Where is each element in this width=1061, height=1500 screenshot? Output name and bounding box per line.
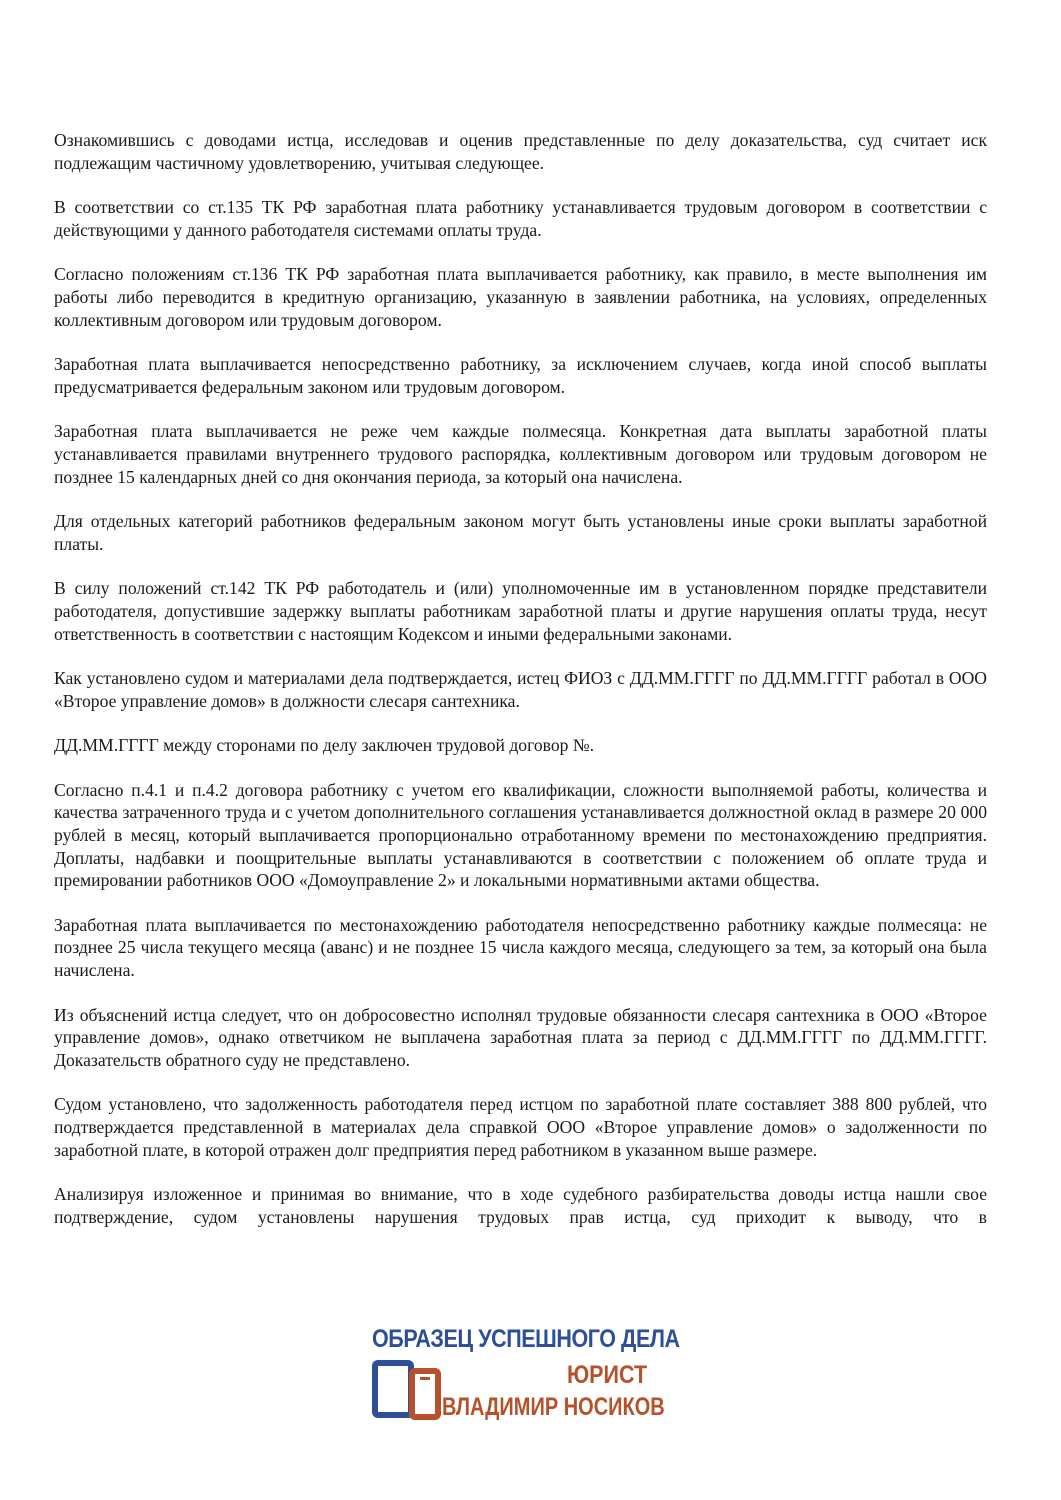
paragraph: Для отдельных категорий работников федеральным законом могут быть установлены иные сроки выплаты заработной платы.	[54, 511, 987, 554]
watermark-logo	[372, 1325, 692, 1430]
paragraph: В силу положений ст.142 ТК РФ работодатель и (или) уполномоченные им в установленном порядке представители работодателя, допустившие задержку выплаты работникам заработной платы и другие нарушения оплаты труда, несут ответственность в соответствии с настоящим Кодексом и иными федеральными законами.	[54, 578, 987, 644]
document-body	[54, 129, 987, 1228]
logo-role: ЮРИСТ	[567, 1361, 648, 1389]
logo-title: ОБРАЗЕЦ УСПЕШНОГО ДЕЛА	[372, 1325, 680, 1353]
paragraph: Согласно п.4.1 и п.4.2 договора работнику с учетом его квалификации, сложности выполняемой работы, количества и качества затраченного труда и с учетом дополнительного соглашения устанавливается должностной оклад в размере 20 000 рублей в месяц, который выплачивается пропорционально отработанному времени по местонахождению предприятия. Доплаты, надбавки и поощрительные выплаты устанавливаются в соответствии с положением об оплате труда и премировании работников ООО «Домоуправление 2» и локальными нормативными актами общества.	[54, 779, 987, 891]
paragraph: Как установлено судом и материалами дела подтверждается, истец ФИОЗ с ДД.ММ.ГГГГ по ДД.ММ.ГГГГ работал в ООО «Второе управление домов» в должности слесаря сантехника.	[54, 668, 987, 711]
paragraph: Заработная плата выплачивается не реже чем каждые полмесяца. Конкретная дата выплаты заработной платы устанавливается правилами внутреннего трудового распорядка, коллективным договором или трудовым договором не позднее 15 календарных дней со дня окончания периода, за который она начислена.	[54, 421, 987, 487]
paragraph: Судом установлено, что задолженность работодателя перед истцом по заработной плате составляет 388 800 рублей, что подтверждается представленной в материалах дела справкой ООО «Второе управление домов» о задолженности по заработной плате, в которой отражен долг предприятия перед работником в указанном выше размере.	[54, 1094, 987, 1160]
paragraph: ДД.ММ.ГГГГ между сторонами по делу заключен трудовой договор №.	[54, 735, 595, 756]
paragraph: Заработная плата выплачивается по местонахождению работодателя непосредственно работнику каждые полмесяца: не позднее 25 числа текущего месяца (аванс) и не позднее 15 числа каждого месяца, следующего за тем, за который она была начислена.	[54, 914, 987, 981]
logo-name: ВЛАДИМИР НОСИКОВ	[442, 1393, 665, 1421]
paragraph: Ознакомившись с доводами истца, исследовав и оценив представленные по делу доказательства, суд считает иск подлежащим частичному удовлетворению, учитывая следующее.	[54, 130, 987, 173]
paragraph: Согласно положениям ст.136 ТК РФ заработная плата выплачивается работнику, как правило, в месте выполнения им работы либо переводится в кредитную организацию, указанную в заявлении работника, на условиях, определенных коллективным договором или трудовым договором.	[54, 264, 987, 330]
paragraph: Анализируя изложенное и принимая во внимание, что в ходе судебного разбирательства доводы истца нашли свое подтверждение, судом установлены нарушения трудовых прав истца, суд приходит к выводу, что в	[54, 1184, 987, 1227]
devices-icon	[372, 1357, 444, 1421]
paragraph: Из объяснений истца следует, что он добросовестно исполнял трудовые обязанности слесаря сантехника в ООО «Второе управление домов», однако ответчиком не выплачена заработная плата за период с ДД.ММ.ГГГГ по ДД.ММ.ГГГГ. Доказательств обратного суду не представлено.	[54, 1004, 987, 1070]
paragraph: В соответствии со ст.135 ТК РФ заработная плата работнику устанавливается трудовым договором в соответствии с действующими у данного работодателя системами оплаты труда.	[54, 197, 987, 240]
paragraph: Заработная плата выплачивается непосредственно работнику, за исключением случаев, когда иной способ выплаты предусматривается федеральным законом или трудовым договором.	[54, 354, 987, 397]
